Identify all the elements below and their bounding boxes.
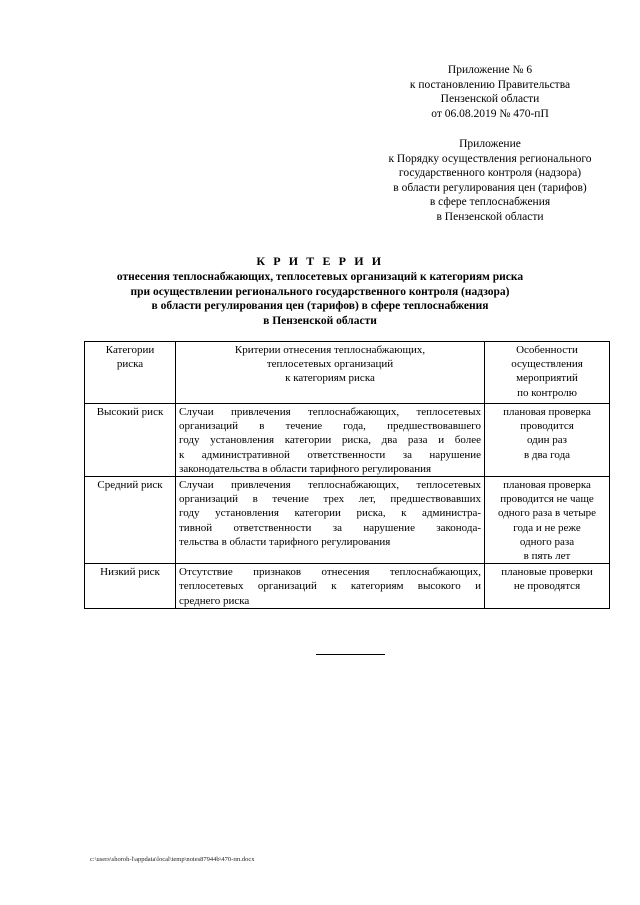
appendix-main-block	[360, 63, 620, 121]
risk-category-cell: Высокий риск	[85, 404, 176, 477]
features-cell	[485, 404, 610, 477]
criteria-line: Случаи привлечения теплоснабжающих, теплосетевых	[179, 479, 481, 492]
table-header-row	[85, 342, 610, 404]
appendix-sub-line: в области регулирования цен (тарифов)	[393, 181, 587, 194]
features-line: плановая проверка	[503, 406, 591, 418]
criteria-line: году установления категории риска, к администра-	[179, 507, 481, 520]
criteria-line: среднего риска	[179, 594, 250, 607]
header-text: Категории	[105, 344, 155, 356]
criteria-cell	[176, 564, 485, 609]
header-text: риска	[116, 358, 144, 371]
appendix-main-line: Пензенской области	[440, 93, 540, 106]
document-title	[0, 254, 640, 329]
appendix-sub-line: в сфере теплоснабжения	[429, 196, 551, 209]
features-line: года и не реже	[513, 521, 581, 534]
features-line: один раз	[526, 434, 568, 447]
header-text: теплосетевых организаций	[266, 358, 394, 371]
appendix-main-line: к постановлению Правительства	[409, 78, 571, 91]
appendix-main-date: от 06.08.2019 № 470-пП	[431, 107, 549, 120]
criteria-line: Отсутствие признаков отнесения теплоснабжающих,	[179, 566, 481, 579]
features-line: в два года	[523, 448, 571, 461]
appendix-sub-line: государственного контроля (надзора)	[398, 167, 582, 180]
features-cell	[485, 564, 610, 609]
criteria-line: теплосетевых организаций к категориям высокого и	[179, 580, 481, 593]
header-text: Особенности	[516, 344, 578, 356]
criteria-line: Случаи привлечения теплоснабжающих, теплосетевых	[179, 406, 481, 418]
table-row	[85, 477, 610, 564]
table-row	[85, 564, 610, 609]
appendix-sub-line: Приложение	[459, 138, 521, 150]
table-row	[85, 404, 610, 477]
criteria-cell	[176, 477, 485, 564]
file-path-footer: c:\users\shoroh-l\appdata\local\temp\notes87944b\470-пп.docx	[90, 856, 255, 863]
title-line: в области регулирования цен (тарифов) в сфере теплоснабжения	[151, 300, 489, 313]
criteria-line: тивной ответственности за нарушение законода-	[179, 521, 481, 534]
title-line: отнесения теплоснабжающих, теплосетевых организаций к категориям риска	[116, 270, 524, 283]
features-line: одного раза	[519, 535, 575, 548]
appendix-sub-block	[360, 137, 620, 225]
features-line: плановая проверка	[503, 479, 591, 492]
title-line: в Пензенской области	[263, 315, 377, 328]
header-criteria	[176, 342, 485, 404]
features-line: плановые проверки	[501, 566, 593, 579]
header-text: мероприятий	[516, 372, 578, 385]
criteria-cell	[176, 404, 485, 477]
criteria-line: организаций в течение трех лет, предшествовавших	[179, 493, 481, 506]
title-heading: К Р И Т Е Р И И	[256, 254, 384, 268]
appendix-sub-line: в Пензенской области	[436, 210, 544, 223]
header-text: к категориям риска	[285, 372, 375, 385]
criteria-line: к административной ответственности за нарушение	[179, 448, 481, 461]
features-line: проводится	[520, 420, 574, 433]
criteria-line: тельства в области тарифного регулирования	[179, 535, 391, 548]
criteria-line: году установления категории риска, два раза и более	[179, 434, 481, 447]
criteria-line: организаций в течение года, предшествовавшего	[179, 420, 481, 433]
risk-criteria-table	[84, 341, 610, 609]
appendix-sub-line: к Порядку осуществления регионального	[388, 152, 592, 165]
risk-category-cell: Низкий риск	[85, 564, 176, 609]
features-line: проводится не чаще	[500, 493, 594, 506]
header-text: по контролю	[517, 386, 577, 399]
header-text: осуществления	[511, 358, 583, 371]
features-line: одного раза в четыре	[498, 507, 596, 520]
header-category	[85, 342, 176, 404]
header-text: Критерии отнесения теплоснабжающих,	[234, 344, 426, 356]
risk-category-cell: Средний риск	[85, 477, 176, 564]
end-separator-line	[316, 654, 385, 655]
header-features	[485, 342, 610, 404]
criteria-line: законодательства в области тарифного регулирования	[179, 462, 432, 475]
features-cell	[485, 477, 610, 564]
features-line: в пять лет	[523, 550, 571, 563]
title-line: при осуществлении регионального государственного контроля (надзора)	[130, 285, 510, 298]
features-line: не проводятся	[513, 580, 581, 593]
appendix-main-line: Приложение № 6	[447, 64, 533, 76]
